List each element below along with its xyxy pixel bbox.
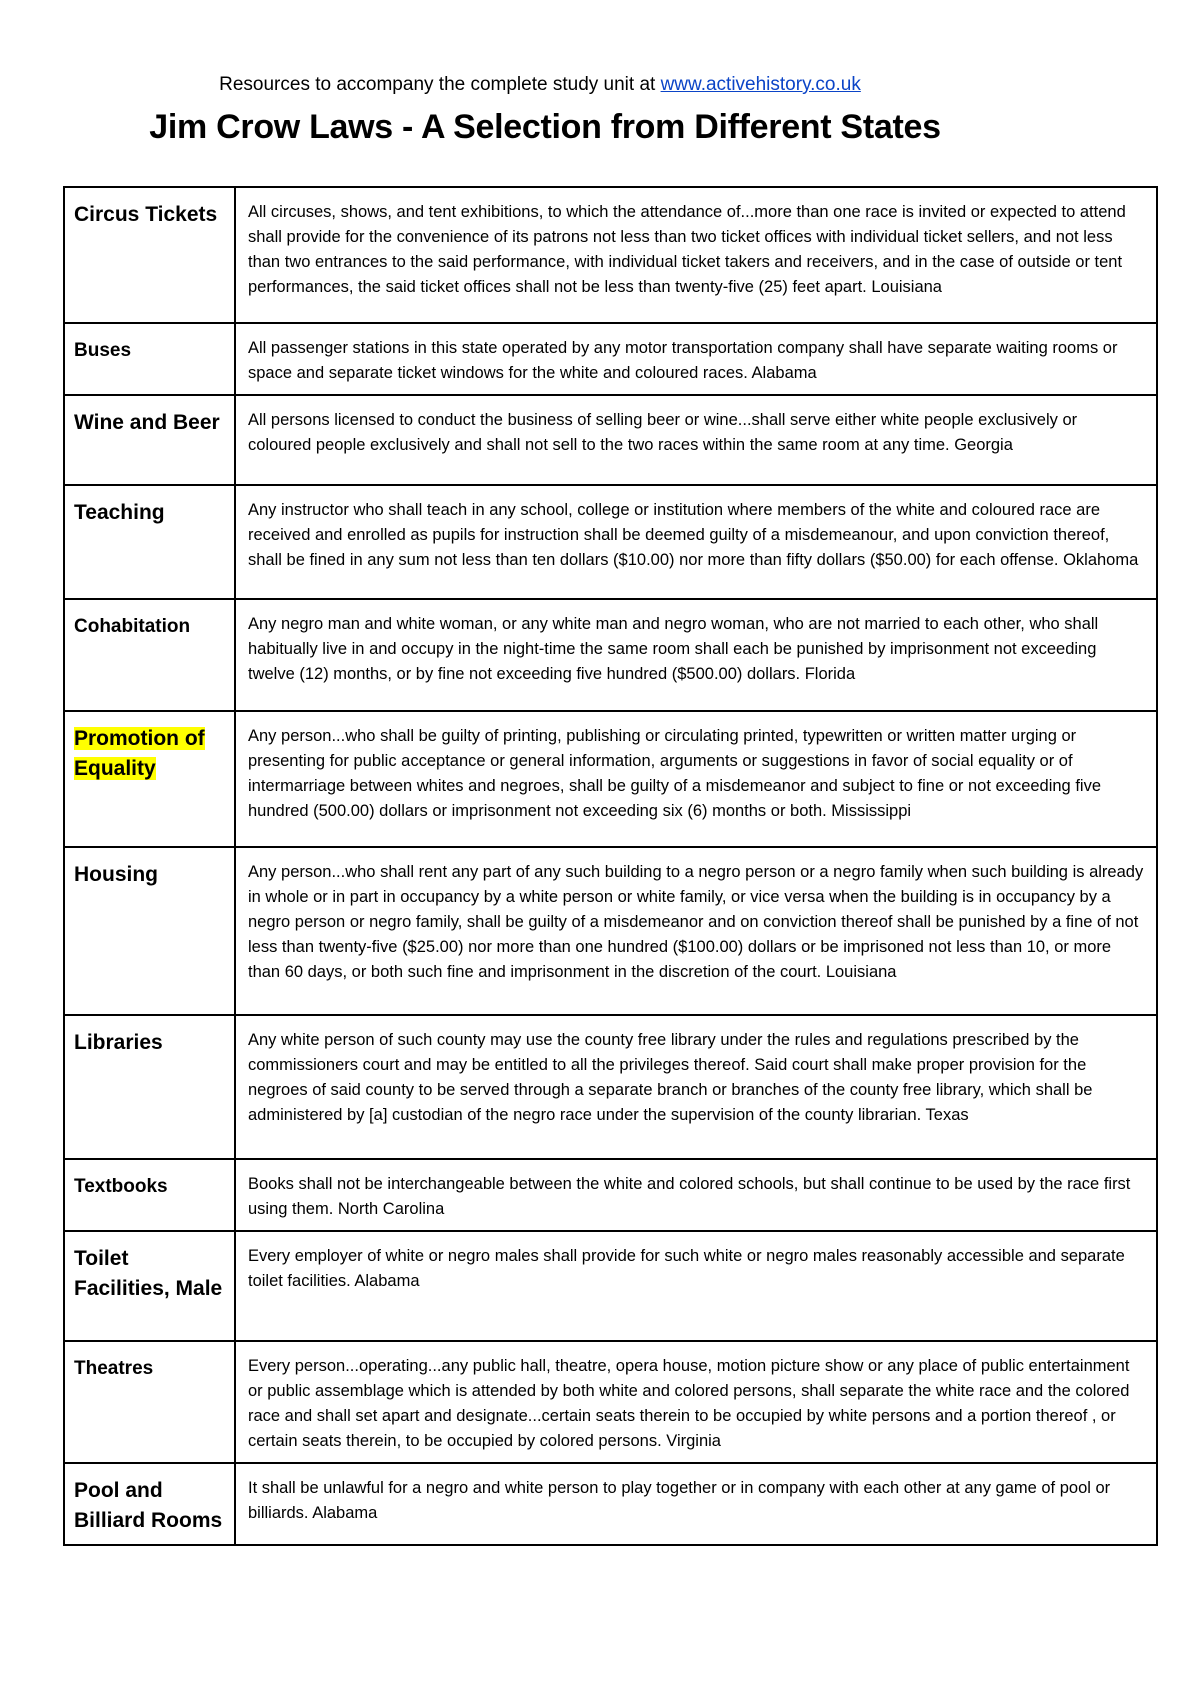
law-row-theatres bbox=[64, 1341, 1157, 1463]
topic-label: Textbooks bbox=[74, 1176, 168, 1197]
topic-cell bbox=[64, 1341, 235, 1463]
law-row-buses bbox=[64, 323, 1157, 395]
topic-label: Teaching bbox=[74, 501, 165, 524]
topic-cell bbox=[64, 485, 235, 599]
law-row-promotion-of-equality bbox=[64, 711, 1157, 847]
law-row-libraries bbox=[64, 1015, 1157, 1159]
law-text-cell: Any person...who shall rent any part of any such building to a negro person or a negro family when such building is already in whole or in part in occupancy by a white person or white family, or vice versa when the building is in occupancy by a negro person or negro family, shall be guilty of a misdemeanor and on conviction thereof shall be punished by a fine of not less than twenty-five ($25.00) nor more than one hundred ($100.00) dollars or be imprisoned not less than 10, or more than 60 days, or both such fine and imprisonment in the discretion of the court. Louisiana bbox=[235, 847, 1157, 1015]
law-row-textbooks bbox=[64, 1159, 1157, 1231]
topic-label: Pool and Billiard Rooms bbox=[74, 1479, 223, 1532]
resources-header bbox=[0, 74, 1200, 96]
law-text-cell: Any instructor who shall teach in any school, college or institution where members of the white and coloured race are received and enrolled as pupils for instruction shall be deemed guilty of a misdemeanour, and upon conviction thereof, shall be fined in any sum not less than ten dollars ($10.00) nor more than fifty dollars ($50.00) for each offense. Oklahoma bbox=[235, 485, 1157, 599]
topic-cell bbox=[64, 187, 235, 323]
topic-cell bbox=[64, 711, 235, 847]
laws-table bbox=[63, 186, 1158, 1546]
topic-cell bbox=[64, 1015, 235, 1159]
topic-label: Libraries bbox=[74, 1031, 163, 1054]
topic-cell bbox=[64, 1231, 235, 1341]
topic-cell bbox=[64, 323, 235, 395]
law-row-teaching bbox=[64, 485, 1157, 599]
topic-label: Buses bbox=[74, 340, 132, 361]
law-text-cell: Books shall not be interchangeable between the white and colored schools, but shall continue to be used by the race first using them. North Carolina bbox=[235, 1159, 1157, 1231]
law-row-circus-tickets bbox=[64, 187, 1157, 323]
law-row-housing bbox=[64, 847, 1157, 1015]
law-text-cell: All persons licensed to conduct the business of selling beer or wine...shall serve either white people exclusively or coloured people exclusively and shall not sell to the two races within the same room at any time. Georgia bbox=[235, 395, 1157, 485]
topic-label: Wine and Beer bbox=[74, 411, 220, 434]
topic-label-highlighted: Promotion of Equality bbox=[74, 727, 205, 780]
law-text-cell: All circuses, shows, and tent exhibitions, to which the attendance of...more than one race is invited or expected to attend shall provide for the convenience of its patrons not less than two ticket offices with individual ticket sellers, and not less than two entrances to the said performance, with individual ticket takers and receivers, and in the case of outside or tent performances, the said ticket offices shall not be less than twenty-five (25) feet apart. Louisiana bbox=[235, 187, 1157, 323]
resources-text: Resources to accompany the complete study unit at bbox=[219, 74, 661, 95]
law-row-cohabitation bbox=[64, 599, 1157, 711]
law-text-cell: Any negro man and white woman, or any white man and negro woman, who are not married to each other, who shall habitually live in and occupy in the night-time the same room shall each be punished by imprisonment not exceeding twelve (12) months, or by fine not exceeding five hundred ($500.00) dollars. Florida bbox=[235, 599, 1157, 711]
page-title: Jim Crow Laws - A Selection from Different States bbox=[149, 108, 941, 146]
law-text-cell: It shall be unlawful for a negro and white person to play together or in company with each other at any game of pool or billiards. Alabama bbox=[235, 1463, 1157, 1545]
activehistory-link[interactable]: www.activehistory.co.uk bbox=[660, 74, 861, 95]
topic-label: Housing bbox=[74, 863, 158, 886]
law-row-wine-and-beer bbox=[64, 395, 1157, 485]
topic-label: Theatres bbox=[74, 1358, 154, 1379]
topic-label: Toilet Facilities, Male bbox=[74, 1247, 223, 1300]
topic-cell bbox=[64, 395, 235, 485]
law-text-cell: Any person...who shall be guilty of printing, publishing or circulating printed, typewritten or written matter urging or presenting for public acceptance or general information, arguments or suggestions in favor of social equality or of intermarriage between whites and negroes, shall be guilty of a misdemeanor and subject to fine or not exceeding five hundred (500.00) dollars or imprisonment not exceeding six (6) months or both. Mississippi bbox=[235, 711, 1157, 847]
law-row-toilet-facilities bbox=[64, 1231, 1157, 1341]
law-row-pool-and-billiard-rooms bbox=[64, 1463, 1157, 1545]
topic-cell bbox=[64, 599, 235, 711]
law-text-cell: All passenger stations in this state operated by any motor transportation company shall have separate waiting rooms or space and separate ticket windows for the white and coloured races. Alabama bbox=[235, 323, 1157, 395]
law-text-cell: Every person...operating...any public hall, theatre, opera house, motion picture show or any place of public entertainment or public assemblage which is attended by both white and colored persons, shall separate the white race and the colored race and shall set apart and designate...certain seats therein to be occupied by white persons and a portion thereof , or certain seats therein, to be occupied by colored persons. Virginia bbox=[235, 1341, 1157, 1463]
topic-cell bbox=[64, 1159, 235, 1231]
topic-cell bbox=[64, 1463, 235, 1545]
law-text-cell: Every employer of white or negro males shall provide for such white or negro males reasonably accessible and separate toilet facilities. Alabama bbox=[235, 1231, 1157, 1341]
topic-cell bbox=[64, 847, 235, 1015]
law-text-cell: Any white person of such county may use the county free library under the rules and regulations prescribed by the commissioners court and may be entitled to all the privileges thereof. Said court shall make proper provision for the negroes of said county to be served through a separate branch or branches of the county free library, which shall be administered by [a] custodian of the negro race under the supervision of the county librarian. Texas bbox=[235, 1015, 1157, 1159]
topic-label: Circus Tickets bbox=[74, 203, 218, 226]
topic-label: Cohabitation bbox=[74, 616, 191, 637]
